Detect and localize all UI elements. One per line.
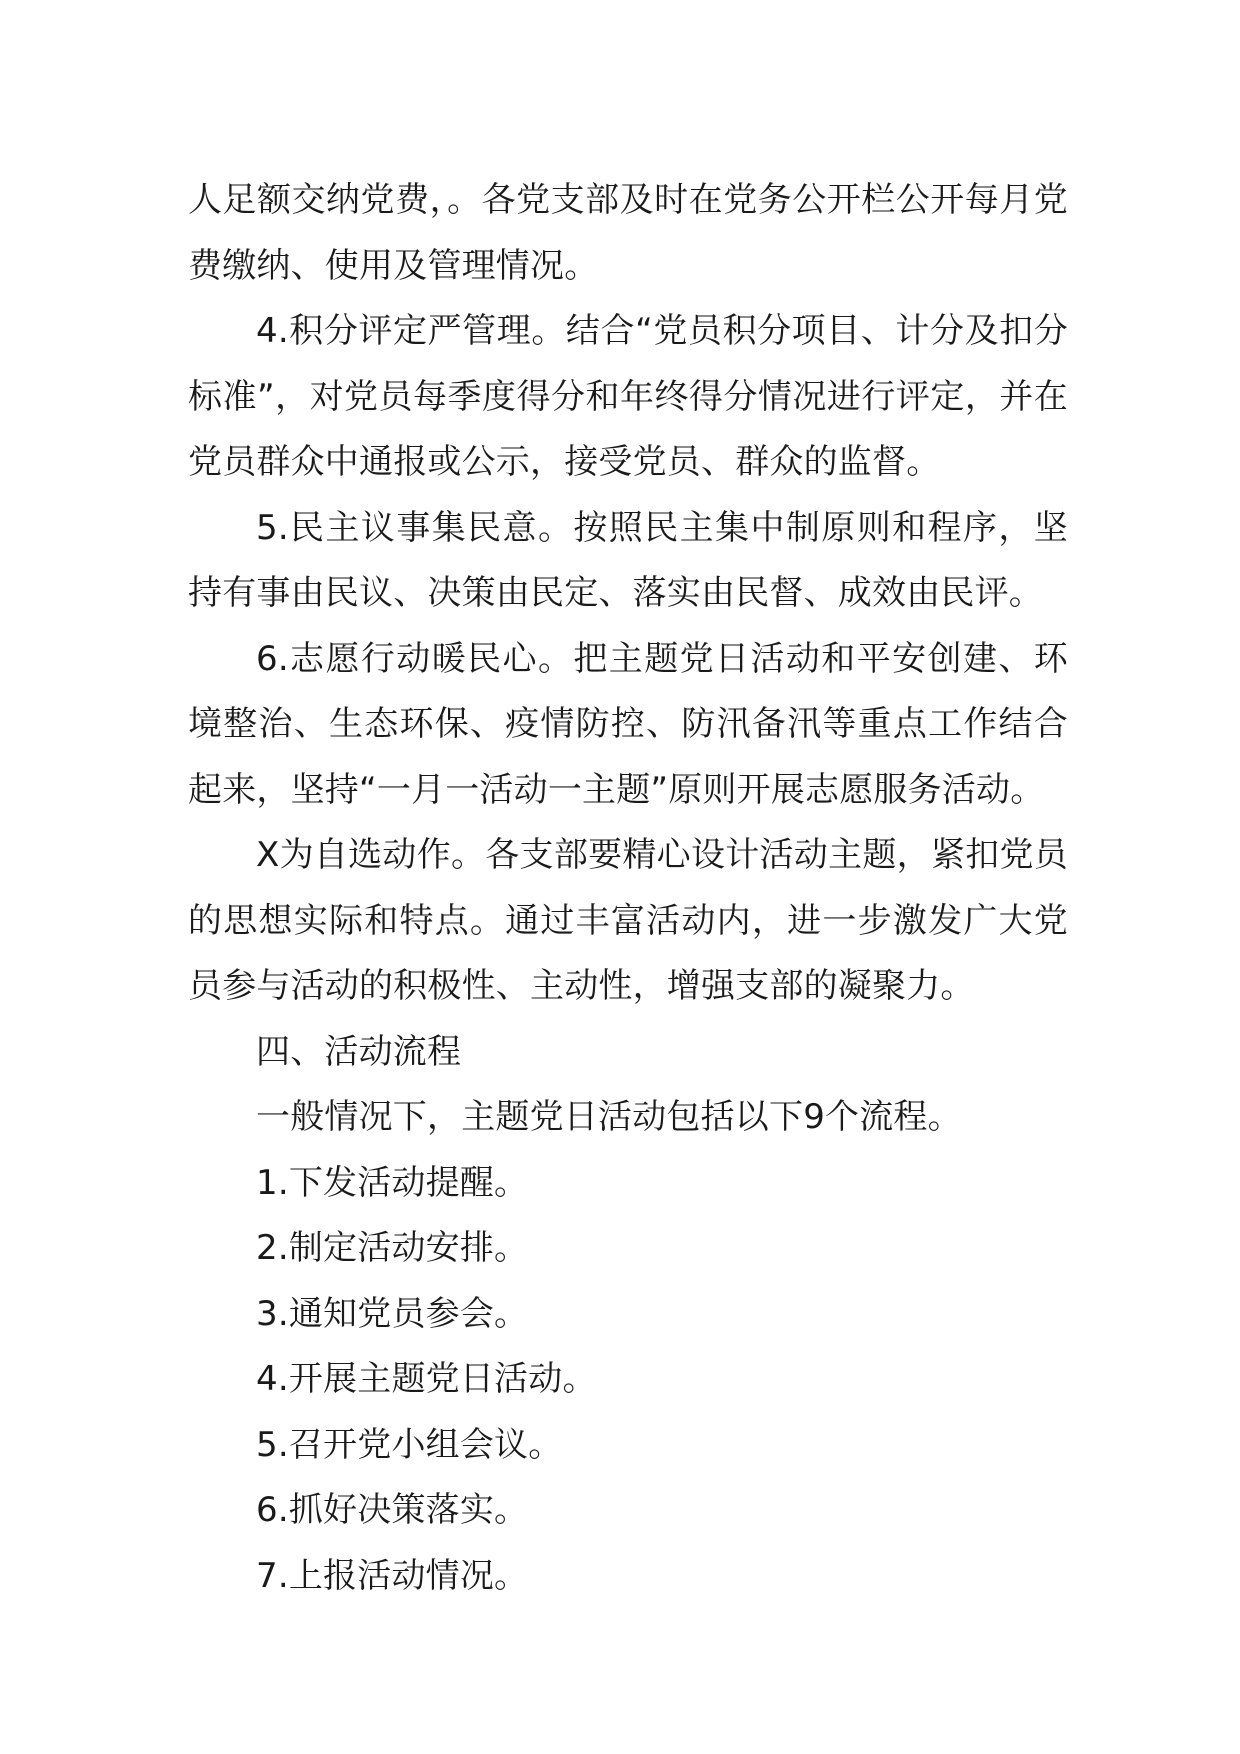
list-item-step-1: 1.下发活动提醒。 [256, 1162, 529, 1203]
list-item-step-5: 5.召开党小组会议。 [256, 1424, 563, 1465]
paragraph-points-management: 4.积分评定严管理。结合“党员积分项目、计分及扣分标准”，对党员每季度得分和年终得分情况进行评定，并在党员群众中通报或公示，接受党员、群众的监督。 [188, 311, 1068, 482]
section-heading-activity-process: 四、活动流程 [256, 1031, 462, 1072]
document-body [188, 168, 1068, 1609]
paragraph-process-intro: 一般情况下，主题党日活动包括以下9个流程。 [256, 1097, 962, 1137]
paragraph-optional-action: X为自选动作。各支部要精心设计活动主题，紧扣党员的思想实际和特点。通过丰富活动内，进一步激发广大党员参与活动的积极性、主动性，增强支部的凝聚力。 [188, 835, 1068, 1006]
list-item-step-7: 7.上报活动情况。 [256, 1555, 529, 1596]
list-item-step-6: 6.抓好决策落实。 [256, 1490, 529, 1530]
paragraph-continuation: 人足额交纳党费，。各党支部及时在党务公开栏公开每月党费缴纳、使用及管理情况。 [188, 180, 1068, 286]
list-item-step-4: 4.开展主题党日活动。 [256, 1359, 597, 1399]
list-item-step-3: 3.通知党员参会。 [256, 1293, 529, 1334]
paragraph-volunteer-action: 6.志愿行动暖民心。把主题党日活动和平安创建、环境整治、生态环保、疫情防控、防汛备汛等重点工作结合起来，坚持“一月一活动一主题”原则开展志愿服务活动。 [188, 638, 1068, 810]
list-item-step-2: 2.制定活动安排。 [256, 1228, 529, 1268]
paragraph-democratic-discussion: 5.民主议事集民意。按照民主集中制原则和程序，坚持有事由民议、决策由民定、落实由民督、成效由民评。 [188, 507, 1068, 613]
